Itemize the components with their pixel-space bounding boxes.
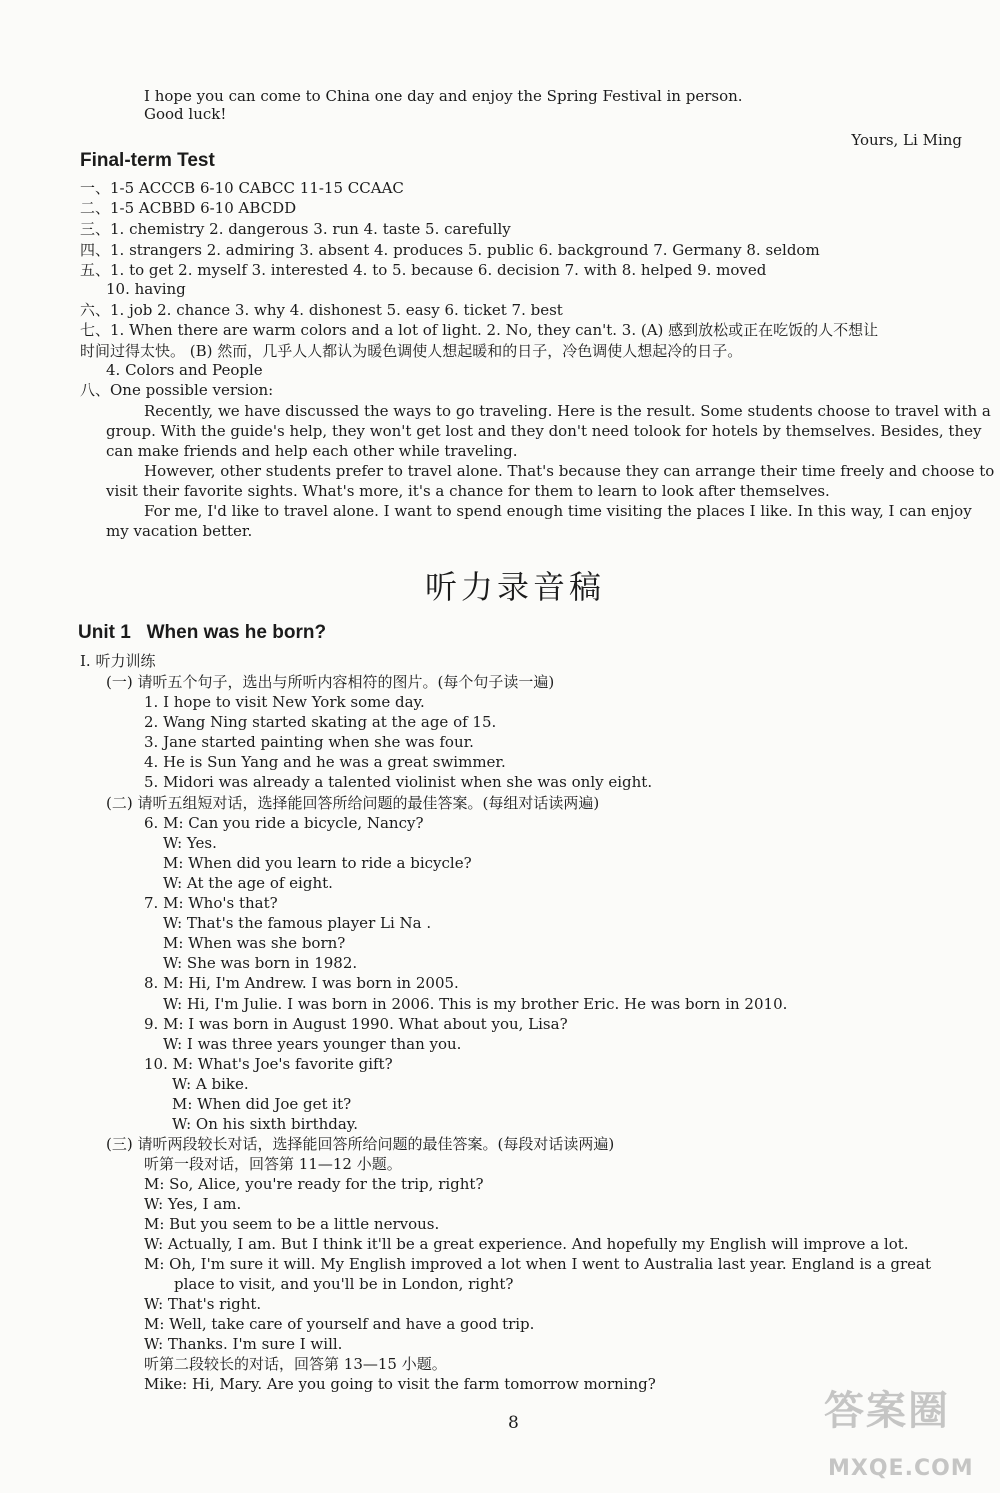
- transcript-line: 2. Wang Ning started skating at the age of 15.: [144, 713, 497, 731]
- answer-line: 七、1. When there are warm colors and a lot of light. 2. No, they can't. 3. (A) 感到放松或正在吃饭的人不想让: [80, 321, 879, 339]
- answer-line: 四、1. strangers 2. admiring 3. absent 4. produces 5. public 6. background 7. Germany 8. seldom: [80, 241, 820, 259]
- watermark-cn: 答案圈: [824, 1388, 950, 1434]
- transcript-line: W: On his sixth birthday.: [172, 1115, 359, 1133]
- letter-line-1: I hope you can come to China one day and enjoy the Spring Festival in person.: [144, 87, 743, 105]
- letter-closing: Yours, Li Ming: [851, 131, 962, 149]
- transcript-line: W: I was three years younger than you.: [163, 1035, 462, 1053]
- section-heading: Ⅰ. 听力训练: [80, 652, 156, 670]
- answer-line: 一、1-5 ACCCB 6-10 CABCC 11-15 CCAAC: [80, 179, 404, 197]
- answer-line: 二、1-5 ACBBD 6-10 ABCDD: [80, 199, 297, 217]
- transcript-line: 3. Jane started painting when she was four.: [144, 733, 474, 751]
- transcript-line: W: A bike.: [172, 1075, 249, 1093]
- essay-line: visit their favorite sights. What's more, it's a chance for them to learn to look after themselves.: [106, 482, 830, 500]
- essay-line: group. With the guide's help, they won't get lost and they don't need tolook for hotels by themselves. Besides, they: [106, 422, 982, 440]
- transcript-line: 1. I hope to visit New York some day.: [144, 693, 425, 711]
- transcript-line: 5. Midori was already a talented violinist when she was only eight.: [144, 773, 653, 791]
- section-subheading: 听第二段较长的对话，回答第 13—15 小题。: [144, 1355, 447, 1373]
- essay-line: For me, I'd like to travel alone. I want to spend enough time visiting the places I like. In this way, I can enjoy: [144, 502, 972, 520]
- transcript-line: W: Yes.: [163, 834, 217, 852]
- section-heading: (二) 请听五组短对话，选择能回答所给问题的最佳答案。(每组对话读两遍): [106, 794, 600, 812]
- transcript-line: M: Oh, I'm sure it will. My English improved a lot when I went to Australia last year. England is a great: [144, 1255, 931, 1273]
- final-test-title: Final-term Test: [80, 150, 215, 171]
- essay-line: Recently, we have discussed the ways to go traveling. Here is the result. Some students choose to travel with a: [144, 402, 991, 420]
- transcript-line: 10. M: What's Joe's favorite gift?: [144, 1055, 393, 1073]
- transcript-line: W: Actually, I am. But I think it'll be a great experience. And hopefully my English will improve a lot.: [144, 1235, 909, 1253]
- transcript-line: 8. M: Hi, I'm Andrew. I was born in 2005.: [144, 974, 459, 992]
- answer-line: 4. Colors and People: [106, 361, 263, 379]
- answer-line: 时间过得太快。 (B) 然而，几乎人人都认为暖色调使人想起暖和的日子，冷色调使人想起冷的日子。: [80, 342, 743, 360]
- transcript-line: M: When was she born?: [163, 934, 346, 952]
- watermark-logo: [820, 1377, 980, 1487]
- transcript-line: W: Yes, I am.: [144, 1195, 242, 1213]
- essay-line: my vacation better.: [106, 522, 253, 540]
- answer-line: 10. having: [106, 280, 186, 298]
- transcript-line: W: That's the famous player Li Na .: [163, 914, 432, 932]
- section-heading: (一) 请听五个句子，选出与所听内容相符的图片。(每个句子读一遍): [106, 673, 555, 691]
- transcript-line: 9. M: I was born in August 1990. What about you, Lisa?: [144, 1015, 568, 1033]
- section-heading: (三) 请听两段较长对话，选择能回答所给问题的最佳答案。(每段对话读两遍): [106, 1135, 615, 1153]
- transcript-line: W: That's right.: [144, 1295, 262, 1313]
- answer-line: 五、1. to get 2. myself 3. interested 4. to 5. because 6. decision 7. with 8. helped 9. moved: [80, 261, 767, 279]
- watermark-en: MXQE.COM: [828, 1456, 974, 1481]
- answer-line: 六、1. job 2. chance 3. why 4. dishonest 5. easy 6. ticket 7. best: [80, 301, 563, 319]
- transcript-line: 4. He is Sun Yang and he was a great swimmer.: [144, 753, 506, 771]
- transcript-line: M: When did you learn to ride a bicycle?: [163, 854, 472, 872]
- transcript-title: 听力录音稿: [425, 568, 606, 606]
- answer-line: 三、1. chemistry 2. dangerous 3. run 4. taste 5. carefully: [80, 220, 511, 238]
- transcript-line: M: When did Joe get it?: [172, 1095, 352, 1113]
- section-subheading: 听第一段对话，回答第 11—12 小题。: [144, 1155, 402, 1173]
- transcript-line: M: So, Alice, you're ready for the trip, right?: [144, 1175, 484, 1193]
- transcript-line: M: Well, take care of yourself and have a good trip.: [144, 1315, 535, 1333]
- letter-line-2: Good luck!: [144, 105, 227, 123]
- transcript-line: 6. M: Can you ride a bicycle, Nancy?: [144, 814, 424, 832]
- transcript-line: M: But you seem to be a little nervous.: [144, 1215, 440, 1233]
- essay-line: However, other students prefer to travel alone. That's because they can arrange their time freely and choose to: [144, 462, 995, 480]
- unit-title: Unit 1 When was he born?: [78, 622, 327, 643]
- transcript-line: Mike: Hi, Mary. Are you going to visit the farm tomorrow morning?: [144, 1375, 656, 1393]
- transcript-line: W: She was born in 1982.: [163, 954, 358, 972]
- answer-line: 八、One possible version:: [80, 381, 274, 399]
- transcript-line: place to visit, and you'll be in London, right?: [174, 1275, 514, 1293]
- essay-line: can make friends and help each other while traveling.: [106, 442, 518, 460]
- page-number: 8: [508, 1413, 519, 1433]
- transcript-line: 7. M: Who's that?: [144, 894, 278, 912]
- transcript-line: W: Thanks. I'm sure I will.: [144, 1335, 343, 1353]
- transcript-line: W: At the age of eight.: [163, 874, 333, 892]
- transcript-line: W: Hi, I'm Julie. I was born in 2006. This is my brother Eric. He was born in 2010.: [163, 995, 788, 1013]
